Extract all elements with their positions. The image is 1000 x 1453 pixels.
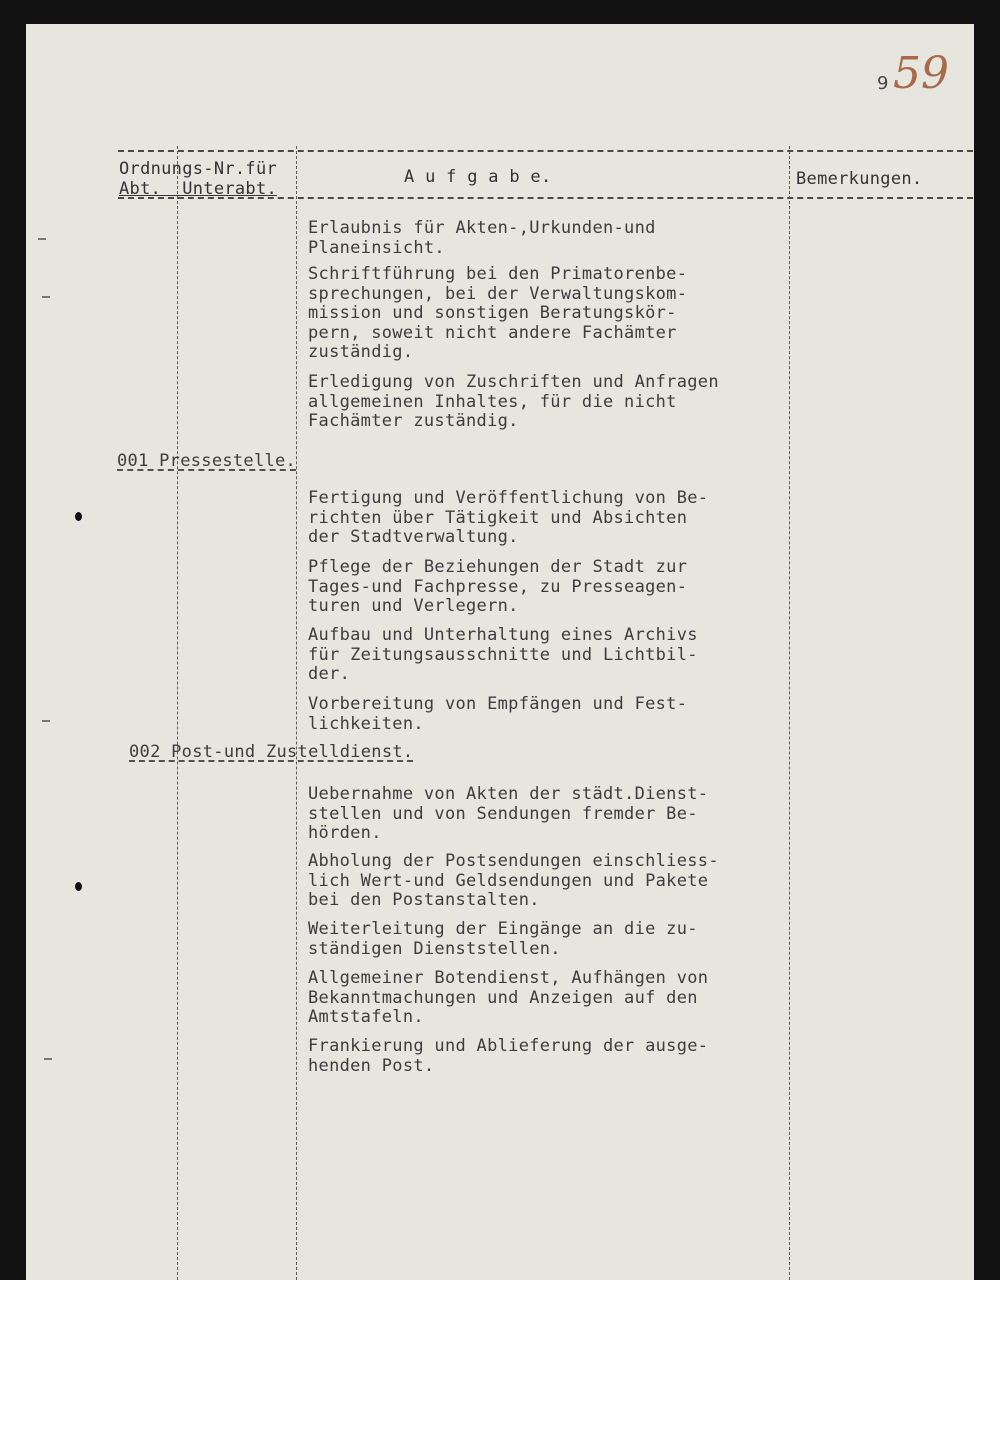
task-entry: Erledigung von Zuschriften und Anfragen allgemeinen Inhaltes, für die nicht Fachämter zuständig. [308, 372, 719, 432]
margin-mark [42, 296, 50, 298]
task-entry: Fertigung und Veröffentlichung von Be- richten über Tätigkeit und Absichten der Stadtverwaltung. [308, 488, 709, 548]
handwritten-page-number: 59 [893, 48, 949, 99]
task-entry: Abholung der Postsendungen einschliess- lich Wert-und Geldsendungen und Pakete bei den Postanstalten. [308, 851, 719, 911]
task-entry: Pflege der Beziehungen der Stadt zur Tages-und Fachpresse, zu Presseagen- turen und Verlegern. [308, 557, 688, 617]
header-abt-unterabt: Abt. Unterabt. [119, 179, 278, 199]
column-divider-bemerkungen [789, 146, 790, 1280]
section-title-002: 002 Post-und Zustelldienst. [129, 742, 414, 762]
header-top-rule [118, 150, 973, 152]
margin-mark [42, 720, 50, 722]
page-number: 9 [877, 73, 889, 94]
task-entry: Aufbau und Unterhaltung eines Archivs für Zeitungsausschnitte und Lichtbil- der. [308, 625, 698, 685]
margin-mark [44, 1058, 52, 1060]
task-entry: Frankierung und Ablieferung der ausge- henden Post. [308, 1036, 709, 1076]
task-entry: Vorbereitung von Empfängen und Fest- lichkeiten. [308, 694, 688, 734]
header-bemerkungen: Bemerkungen. [796, 169, 923, 189]
margin-mark [38, 238, 46, 240]
task-entry: Uebernahme von Akten der städt.Dienst- stellen und von Sendungen fremder Be- hörden. [308, 784, 709, 844]
header-aufgabe: A u f g a b e. [404, 167, 552, 187]
header-ordnungs-nr: Ordnungs-Nr.für [119, 159, 278, 179]
task-entry: Erlaubnis für Akten-,Urkunden-und Planeinsicht. [308, 218, 656, 258]
task-entry: Allgemeiner Botendienst, Aufhängen von Bekanntmachungen und Anzeigen auf den Amtstafeln. [308, 968, 709, 1028]
column-divider-abt [177, 146, 178, 1280]
punch-hole [75, 512, 82, 521]
column-divider-unterabt [296, 146, 297, 1280]
punch-hole [75, 882, 82, 891]
task-entry: Weiterleitung der Eingänge an die zu- ständigen Dienststellen. [308, 919, 698, 959]
task-entry: Schriftführung bei den Primatorenbe- sprechungen, bei der Verwaltungskom- mission und sonstigen Beratungskör- pern, soweit nicht andere Fachämter zuständig. [308, 264, 688, 363]
section-title-001: 001 Pressestelle. [117, 451, 297, 471]
